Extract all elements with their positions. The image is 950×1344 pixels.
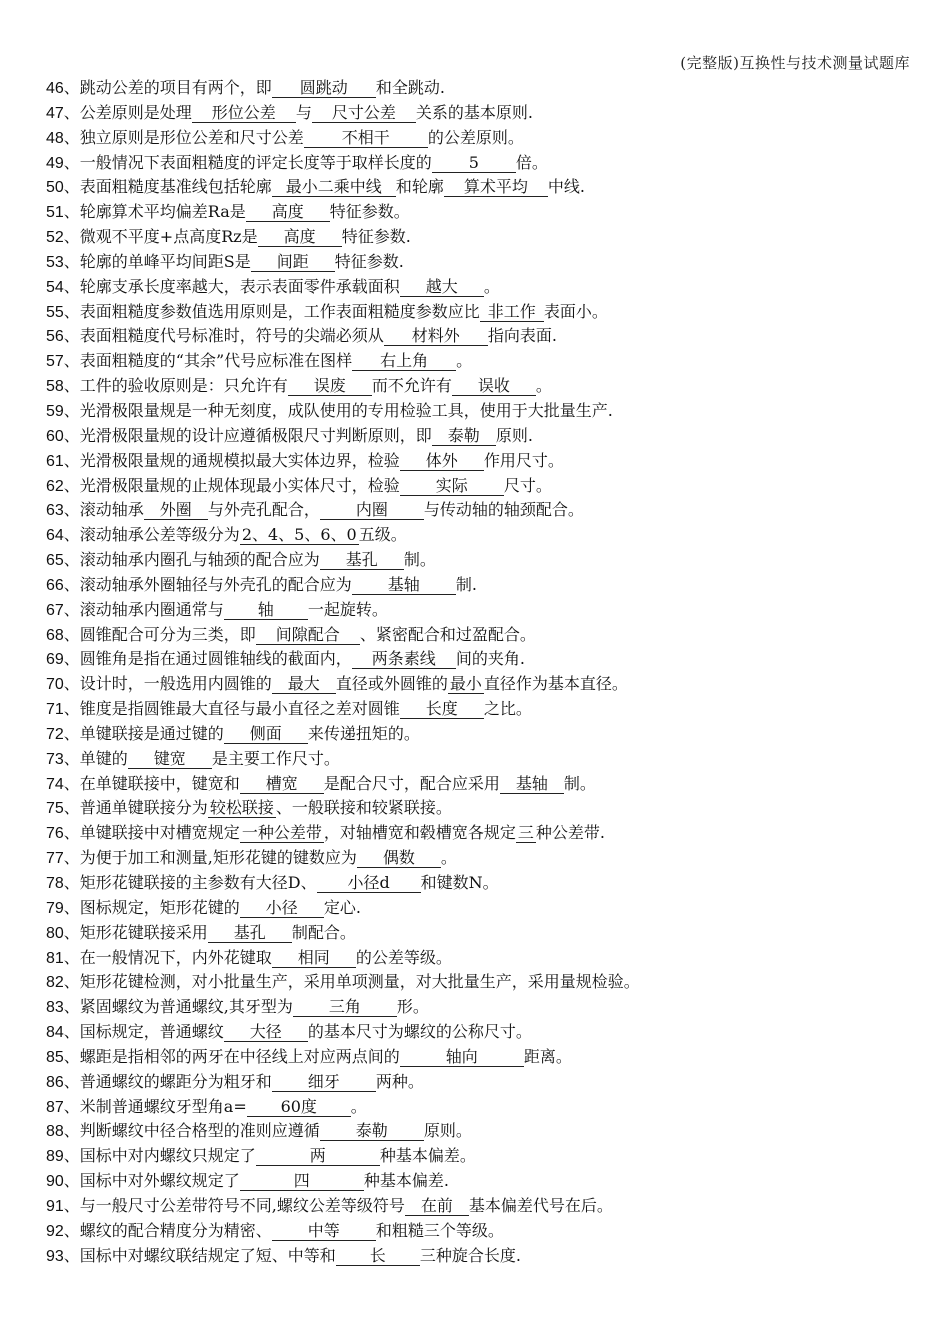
question-text: 、光滑极限量规的通规模拟最大实体边界，检验 <box>63 450 400 470</box>
question-text: 、螺纹的配合精度分为精密、 <box>63 1220 272 1240</box>
question-text: 、圆锥配合可分为三类，即 <box>63 624 256 644</box>
question-text: 五级。 <box>358 525 407 545</box>
question-text: 、公差原则是处理 <box>63 102 192 122</box>
question-line <box>46 200 926 225</box>
question-text: 、滚动轴承内圈孔与轴颈的配合应为 <box>63 550 320 570</box>
question-line <box>46 623 926 648</box>
answer-blank: 轴 <box>224 601 308 620</box>
question-text: 和轮廓 <box>395 177 444 197</box>
answer-blank: 相同 <box>272 949 356 968</box>
question-text: 、单键的 <box>63 748 128 768</box>
question-number: 71 <box>46 701 64 719</box>
question-text: 与传动轴的轴颈配合。 <box>423 500 584 520</box>
question-line <box>46 126 926 151</box>
question-text: 、锥度是指圆锥最大直径与最小直径之差对圆锥 <box>63 699 400 719</box>
question-text: 、在一般情况下，内外花键取 <box>63 947 272 967</box>
question-text: 。 <box>350 1096 367 1116</box>
answer-blank: 最小 <box>449 674 482 694</box>
question-line <box>46 921 926 946</box>
question-text: 的公差等级。 <box>355 947 452 967</box>
question-number: 52 <box>46 229 64 247</box>
question-line <box>46 399 926 424</box>
answer-blank: 高度 <box>258 228 342 247</box>
question-line <box>46 672 926 697</box>
question-number: 60 <box>46 427 64 445</box>
question-text: 两种。 <box>375 1071 424 1091</box>
question-text: 之比。 <box>483 699 532 719</box>
answer-blank: 基孔 <box>320 551 404 570</box>
question-line <box>46 275 926 300</box>
answer-blank: 最小二乘中线 <box>272 178 396 197</box>
question-text: 、表面粗糙度的“其余”代号应标准在图样 <box>63 351 353 371</box>
question-text: 、工件的验收原则是：只允许有 <box>63 376 288 396</box>
question-text: 、普通单键联接分为 <box>63 798 208 818</box>
question-text: 、光滑极限量规的止规体现最小实体尺寸，检验 <box>63 475 400 495</box>
answer-blank: 四 <box>240 1172 364 1191</box>
answer-blank: 右上角 <box>352 352 456 371</box>
question-text: 、与一般尺寸公差带符号不同,螺纹公差等级符号 <box>63 1195 405 1215</box>
question-line <box>46 1095 926 1120</box>
question-text: 、紧固螺纹为普通螺纹,其牙型为 <box>63 997 293 1017</box>
question-text: 中线. <box>547 177 585 197</box>
question-text: 三种旋合长度. <box>419 1245 521 1265</box>
question-text: 、光滑极限量规的设计应遵循极限尺寸判断原则，即 <box>63 425 432 445</box>
question-line <box>46 1045 926 1070</box>
question-text: 作用尺寸。 <box>483 450 564 470</box>
question-line <box>46 747 926 772</box>
question-number: 88 <box>46 1123 64 1141</box>
question-number: 76 <box>46 825 64 843</box>
question-number: 90 <box>46 1173 64 1191</box>
question-number: 72 <box>46 725 64 743</box>
question-number: 59 <box>46 402 64 420</box>
question-text: 距离。 <box>523 1046 572 1066</box>
question-line <box>46 151 926 176</box>
question-text: 、单键联接中对槽宽规定 <box>63 823 240 843</box>
question-text: 直径作为基本直径。 <box>483 674 628 694</box>
question-number: 63 <box>46 502 64 520</box>
question-text: 是主要工作尺寸。 <box>211 748 340 768</box>
question-line <box>46 1020 926 1045</box>
question-number: 51 <box>46 204 64 222</box>
question-text: 特征参数。 <box>329 202 410 222</box>
question-number: 67 <box>46 601 64 619</box>
question-number: 55 <box>46 303 64 321</box>
question-line <box>46 1119 926 1144</box>
question-number: 93 <box>46 1247 64 1265</box>
question-line <box>46 474 926 499</box>
question-text: 表面小。 <box>543 301 608 321</box>
question-line <box>46 523 926 548</box>
question-line <box>46 970 926 995</box>
answer-blank: 间隙配合 <box>256 626 360 645</box>
question-text: 、滚动轴承内圈通常与 <box>63 599 224 619</box>
answer-blank: 基轴 <box>352 576 456 595</box>
answer-blank: 越大 <box>400 278 484 297</box>
page-header: (完整版)互换性与技术测量试题库 <box>680 54 910 72</box>
question-number: 53 <box>46 253 64 271</box>
question-number: 66 <box>46 576 64 594</box>
answer-blank: 材料外 <box>384 327 488 346</box>
question-text: 特征参数. <box>341 227 411 247</box>
question-text: 形。 <box>396 997 429 1017</box>
answer-blank: 小径 <box>240 899 324 918</box>
question-text: 、紧密配合和过盈配合。 <box>359 624 536 644</box>
answer-blank: 外圈 <box>144 501 208 520</box>
question-number: 83 <box>46 999 64 1017</box>
question-text: 的基本尺寸为螺纹的公称尺寸。 <box>307 1022 532 1042</box>
answer-blank: 偶数 <box>357 849 441 868</box>
question-text: 直径或外圆锥的 <box>335 674 448 694</box>
question-line <box>46 821 926 846</box>
answer-blank: 高度 <box>246 203 330 222</box>
question-text: 、矩形花键联接采用 <box>63 922 208 942</box>
question-text: 。 <box>440 848 457 868</box>
question-text: 、米制普通螺纹牙型角a= <box>63 1096 247 1116</box>
question-number: 78 <box>46 875 64 892</box>
question-line <box>46 324 926 349</box>
question-number: 80 <box>46 924 64 942</box>
answer-blank: 误收 <box>452 377 536 396</box>
answer-blank: 体外 <box>400 452 484 471</box>
answer-blank: 误废 <box>288 377 372 396</box>
question-line <box>46 772 926 797</box>
answer-blank: 内圈 <box>320 501 424 520</box>
question-text: 、矩形花键联接的主参数有大径D、 <box>63 873 317 892</box>
question-number: 81 <box>46 949 64 967</box>
question-text: 。 <box>456 351 473 371</box>
answer-blank: 间距 <box>251 253 335 272</box>
question-number: 91 <box>46 1197 64 1215</box>
answer-blank: 侧面 <box>224 725 308 744</box>
question-text: 、单键联接是通过键的 <box>63 723 224 743</box>
question-text: 、矩形花键检测，对小批量生产，采用单项测量，对大批量生产，采用量规检验。 <box>63 972 640 992</box>
question-text: 的公差原则。 <box>427 127 524 147</box>
question-line <box>46 995 926 1020</box>
question-text: 指向表面. <box>487 326 557 346</box>
answer-blank: 较松联接 <box>209 798 274 818</box>
question-number: 77 <box>46 850 64 868</box>
answer-blank: 长度 <box>400 700 484 719</box>
question-line <box>46 498 926 523</box>
question-line <box>46 374 926 399</box>
question-text: 制。 <box>403 550 436 570</box>
question-text: 、轮廓算术平均偏差Ra是 <box>63 202 246 222</box>
question-number: 85 <box>46 1048 64 1066</box>
question-line <box>46 76 926 101</box>
question-line <box>46 1194 926 1219</box>
question-text: 、轮廓支承长度率越大，表示表面零件承载面积 <box>63 276 400 296</box>
question-number: 79 <box>46 899 64 917</box>
question-number: 57 <box>46 353 64 371</box>
question-line <box>46 647 926 672</box>
question-text: 种基本偏差. <box>363 1171 449 1191</box>
question-text: 、国标中对内螺纹只规定了 <box>63 1146 256 1166</box>
question-text: 、表面粗糙度参数值选用原则是，工作表面粗糙度参数应比 <box>63 301 480 321</box>
question-text: 、一般联接和较紧联接。 <box>275 798 452 818</box>
question-line <box>46 300 926 325</box>
question-text: 、滚动轴承 <box>63 500 144 520</box>
answer-blank: 基孔 <box>208 924 292 943</box>
question-number: 73 <box>46 750 64 768</box>
answer-blank: 形位公差 <box>192 104 296 123</box>
answer-blank: 5 <box>432 154 516 173</box>
question-text: 和粗糙三个等级。 <box>375 1220 504 1240</box>
question-text: 基本偏差代号在后。 <box>468 1195 613 1215</box>
question-line <box>46 1144 926 1169</box>
question-number: 58 <box>46 378 64 396</box>
answer-blank: 泰勒 <box>432 427 496 446</box>
question-text: 种公差带. <box>535 823 605 843</box>
answer-blank: 泰勒 <box>320 1122 424 1141</box>
answer-blank: 小径d <box>317 874 421 893</box>
question-text: 、微观不平度+点高度Rz是 <box>63 227 258 247</box>
question-line <box>46 846 926 871</box>
question-text: 、国标中对外螺纹规定了 <box>63 1171 240 1191</box>
question-text: 关系的基本原则. <box>415 102 533 122</box>
question-text: 、判断螺纹中径合格型的准则应遵循 <box>63 1121 320 1141</box>
question-line <box>46 1169 926 1194</box>
question-text: 制. <box>455 574 477 594</box>
answer-blank: 槽宽 <box>240 775 324 794</box>
question-line <box>46 722 926 747</box>
question-text: 、在单键联接中，键宽和 <box>63 773 240 793</box>
question-text: 、表面粗糙度基准线包括轮廓 <box>63 177 272 197</box>
question-number: 75 <box>46 800 64 818</box>
question-line <box>46 1070 926 1095</box>
question-text: 、滚动轴承外圈轴径与外壳孔的配合应为 <box>63 574 352 594</box>
question-text: 与外壳孔配合， <box>207 500 320 520</box>
question-text: 、国标规定，普通螺纹 <box>63 1022 224 1042</box>
question-line <box>46 871 926 896</box>
question-text: 、普通螺纹的螺距分为粗牙和 <box>63 1071 272 1091</box>
answer-blank: 细牙 <box>272 1073 376 1092</box>
question-line <box>46 1219 926 1244</box>
question-line <box>46 1244 926 1269</box>
answer-blank: 尺寸公差 <box>312 104 416 123</box>
question-text: 尺寸。 <box>503 475 552 495</box>
question-text: 。 <box>535 376 552 396</box>
question-line <box>46 225 926 250</box>
answer-blank: 大径 <box>224 1023 308 1042</box>
question-line <box>46 449 926 474</box>
question-line <box>46 573 926 598</box>
question-text: 、跳动公差的项目有两个，即 <box>63 78 272 97</box>
question-line <box>46 349 926 374</box>
question-line <box>46 796 926 821</box>
question-number: 89 <box>46 1148 64 1166</box>
question-text: 、设计时，一般选用内圆锥的 <box>63 674 272 694</box>
answer-blank: 实际 <box>400 477 504 496</box>
answer-blank: 三角 <box>293 998 397 1017</box>
question-number: 62 <box>46 477 64 495</box>
question-number: 54 <box>46 278 64 296</box>
question-line <box>46 697 926 722</box>
question-number: 69 <box>46 651 64 669</box>
answer-blank: 一种公差带 <box>241 823 322 843</box>
question-text: 是配合尺寸，配合应采用 <box>323 773 500 793</box>
question-text: 种基本偏差。 <box>379 1146 476 1166</box>
question-number: 56 <box>46 328 64 346</box>
answer-blank: 在前 <box>405 1197 469 1216</box>
question-line <box>46 101 926 126</box>
question-number: 70 <box>46 676 64 694</box>
question-text: 和键数N。 <box>420 873 499 892</box>
question-number: 82 <box>46 974 64 992</box>
question-number: 68 <box>46 626 64 644</box>
question-text: 、轮廓的单峰平均间距S是 <box>63 251 251 271</box>
answer-blank: 三 <box>517 823 534 843</box>
question-text: 来传递扭矩的。 <box>307 723 420 743</box>
question-text: 、独立原则是形位公差和尺寸公差 <box>63 127 304 147</box>
question-text: ，对轴槽宽和毂槽宽各规定 <box>323 823 516 843</box>
question-text: 和全跳动. <box>375 78 445 97</box>
answer-blank: 轴向 <box>400 1048 524 1067</box>
question-text: 原则. <box>495 425 533 445</box>
question-number: 84 <box>46 1024 64 1042</box>
question-line <box>46 548 926 573</box>
answer-blank: 两条素线 <box>352 650 456 669</box>
question-number: 65 <box>46 552 64 570</box>
question-text: 一起旋转。 <box>307 599 388 619</box>
question-number: 46 <box>46 80 64 97</box>
question-text: 制。 <box>563 773 596 793</box>
question-text: 倍。 <box>515 152 548 172</box>
question-line <box>46 175 926 200</box>
question-text: 制配合。 <box>291 922 356 942</box>
answer-blank: 圆跳动 <box>272 79 376 98</box>
question-text: 定心. <box>323 897 361 917</box>
answer-blank: 键宽 <box>128 750 212 769</box>
question-text: 而不允许有 <box>371 376 452 396</box>
question-text: 、一般情况下表面粗糙度的评定长度等于取样长度的 <box>63 152 432 172</box>
answer-blank: 2、4、5、6、0 <box>241 525 357 545</box>
question-line <box>46 250 926 275</box>
question-line <box>46 896 926 921</box>
question-text: 、光滑极限量规是一种无刻度，成队使用的专用检验工具，使用于大批量生产. <box>63 400 613 420</box>
question-text: 、滚动轴承公差等级分为 <box>63 525 240 545</box>
question-text: 间的夹角. <box>455 649 525 669</box>
question-number: 49 <box>46 154 64 172</box>
question-number: 92 <box>46 1222 64 1240</box>
question-number: 86 <box>46 1073 64 1091</box>
question-line <box>46 946 926 971</box>
answer-blank: 60度 <box>247 1098 351 1117</box>
question-number: 47 <box>46 104 64 122</box>
question-text: 、图标规定，矩形花键的 <box>63 897 240 917</box>
question-number: 64 <box>46 527 64 545</box>
answer-blank: 不相干 <box>304 129 428 148</box>
answer-blank: 最大 <box>272 675 336 694</box>
question-text: 原则。 <box>423 1121 472 1141</box>
question-list <box>46 76 926 1269</box>
question-line <box>46 424 926 449</box>
question-number: 61 <box>46 452 64 470</box>
answer-blank: 算术平均 <box>444 178 548 197</box>
answer-blank: 基轴 <box>500 775 564 794</box>
question-line <box>46 598 926 623</box>
question-text: 、表面粗糙度代号标准时，符号的尖端必须从 <box>63 326 384 346</box>
question-text: 、国标中对螺纹联结规定了短、中等和 <box>63 1245 336 1265</box>
question-text: 与 <box>295 102 312 122</box>
question-text: 。 <box>483 276 500 296</box>
question-text: 、螺距是指相邻的两牙在中径线上对应两点间的 <box>63 1046 400 1066</box>
question-text: 、为便于加工和测量,矩形花键的键数应为 <box>63 848 357 868</box>
answer-blank: 非工作 <box>480 303 544 322</box>
question-text: 特征参数. <box>334 251 404 271</box>
question-number: 50 <box>46 179 64 197</box>
answer-blank: 长 <box>336 1247 420 1266</box>
answer-blank: 中等 <box>272 1222 376 1241</box>
question-number: 74 <box>46 775 64 793</box>
question-number: 48 <box>46 129 64 147</box>
answer-blank: 两 <box>256 1147 380 1166</box>
question-text: 、圆锥角是指在通过圆锥轴线的截面内， <box>63 649 352 669</box>
question-number: 87 <box>46 1098 64 1116</box>
